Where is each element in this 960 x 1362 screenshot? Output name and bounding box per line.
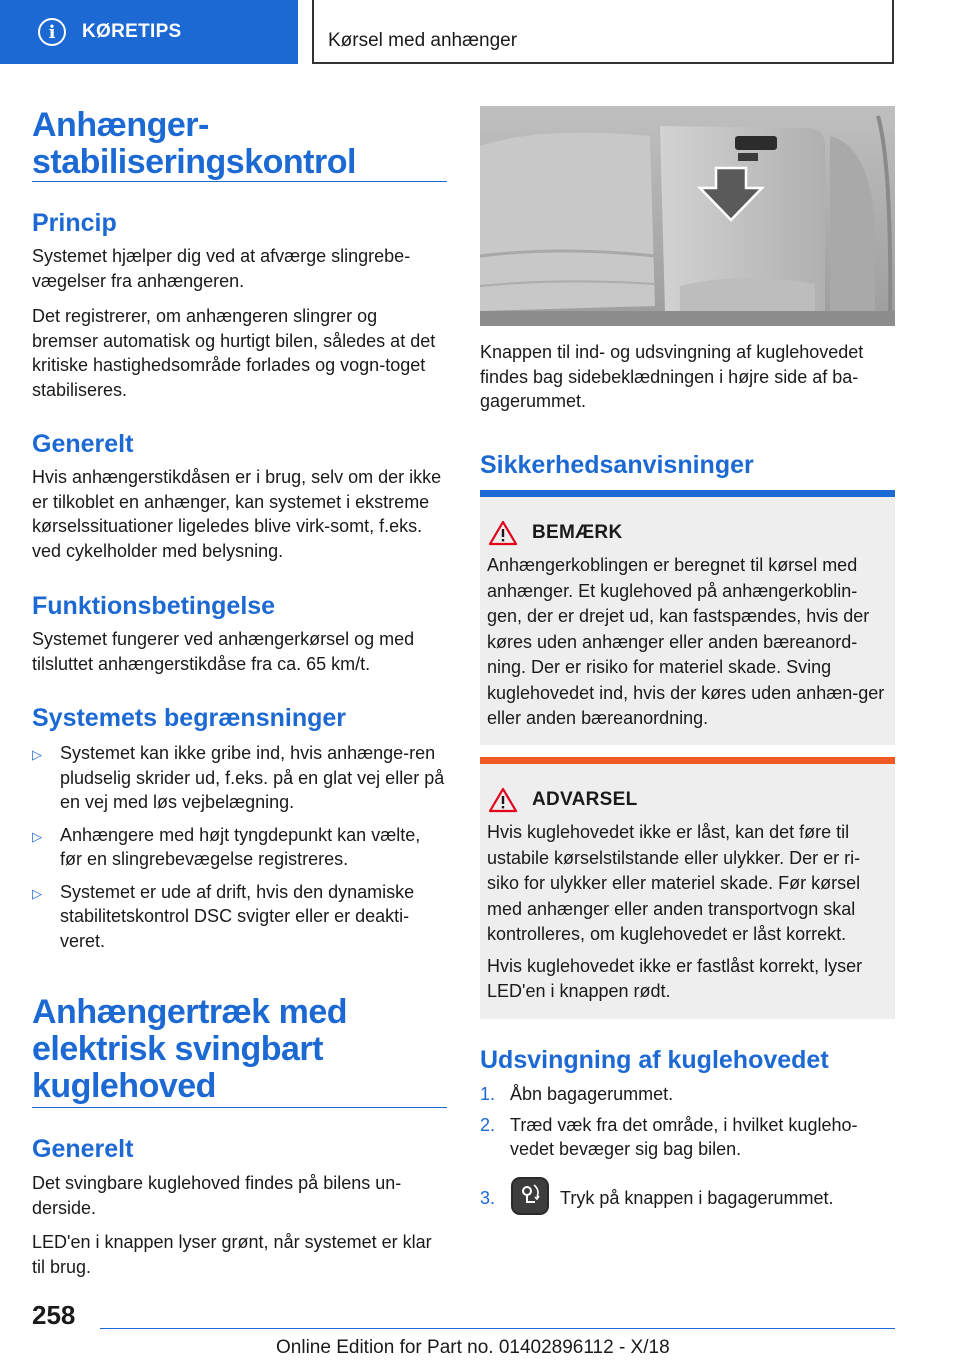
heading-towbar: Anhængertræk med elektrisk svingbart kuglehoved [32,993,348,1105]
list-item: ▷ Systemet kan ikke gribe ind, hvis anhænge-ren pludselig skrider ud, f.eks. på en glat vej eller på en vej med løs vejbelægning. [32,741,447,815]
warning-text-2: Hvis kuglehovedet ikke er fastlåst korrekt, lyser LED'en i knappen rødt. [487,955,863,1001]
heading-safety: Sikkerhedsanvisninger [480,451,754,479]
list-item: 3. Tryk på knappen i bagagerummet. [480,1176,895,1216]
footer-edition: Online Edition for Part no. 01402896112 - X/18 [276,1337,670,1358]
principle-text-2: Det registrerer, om anhængeren slingrer og bremser automatisk og hurtigt bilen, således at det kritiske hastighedsområde forlades og vogn-toget stabiliseres. [32,306,436,400]
warning-text-1: Hvis kuglehovedet ikke er låst, kan det føre til ustabile kørselstilstande eller ulykker. Der er ri-siko for ulykker eller materiel skade. Før kørsel med anhænger eller anden transportvogn skal kontrolleres, om kuglehovedet er låst korrekt. [487,822,861,944]
trunk-photo-illustration [480,106,895,326]
bullet-triangle-icon: ▷ [32,747,42,762]
list-item: ▷ Anhængere med højt tyngdepunkt kan vælte, før en slingrebevægelse registreres. [32,823,447,872]
condition-text: Systemet fungerer ved anhængerkørsel og med tilsluttet anhængerstikdåse fra ca. 65 km/t. [32,629,415,674]
heading-swing-out: Udsvingning af kuglehovedet [480,1046,829,1074]
page-number: 258 [32,1300,76,1330]
note-box [480,490,895,745]
section-tab[interactable] [0,0,298,64]
warning-header [488,786,895,814]
heading-general-2: Generelt [32,1135,134,1163]
footer-rule [100,1328,895,1329]
note-accent-bar [480,490,895,497]
heading-function-condition: Funktionsbetingelse [32,592,276,620]
heading-rule [32,1107,447,1108]
info-icon: i [38,18,66,46]
list-item: 1. Åbn bagagerummet. [480,1084,674,1104]
warning-triangle-icon [488,520,518,546]
list-item: 2. Træd væk fra det område, i hvilket kugleho-vedet bevæger sig bag bilen. [480,1114,858,1159]
bullet-triangle-icon: ▷ [32,828,42,844]
page-header [312,0,894,64]
photo-caption: Knappen til ind- og udsvingning af kuglehovedet findes bag sidebeklædningen i højre side af ba-gagerummet. [480,342,864,411]
limits-list [32,741,447,953]
principle-text-1: Systemet hjælper dig ved at afværge slingrebe-vægelser fra anhængeren. [32,246,411,291]
heading-trailer-stability: Anhænger- stabiliseringskontrol [32,106,356,181]
note-title: BEMÆRK [532,522,623,543]
towbar-button-icon [510,1176,550,1216]
note-header [488,519,895,547]
heading-principle: Princip [32,209,117,237]
general2-text-1: Det svingbare kuglehoved findes på bilens un-derside. [32,1173,402,1218]
swing-out-steps [480,1082,895,1216]
warning-accent-bar [480,757,895,764]
warning-triangle-icon [488,787,518,813]
heading-system-limits: Systemets begrænsninger [32,704,346,732]
warning-title: ADVARSEL [532,789,638,810]
note-text: Anhængerkoblingen er beregnet til kørsel med anhænger. Et kuglehoved på anhængerkoblin-gen, der er drejet ud, kan fastspændes, hvis der køres uden anhænger eller anden bæreanord-ning. Der er risiko for materiel skade. Sving kuglehovedet ind, hvis der køres uden anhæn-ger eller anden bæreanordning. [487,555,885,728]
list-item: ▷ Systemet er ude af drift, hvis den dynamiske stabilitetskontrol DSC svigter eller er deakti-veret. [32,880,447,954]
heading-rule [32,181,447,182]
page-title: Kørsel med anhænger [328,30,518,51]
warning-box [480,757,895,1019]
section-label: KØRETIPS [82,21,182,42]
general-text: Hvis anhængerstikdåsen er i brug, selv om der ikke er tilkoblet en anhænger, kan systemet i ekstreme kørselssituationer ligeledes blive virk-somt, f.eks. ved cykelholder med belysning. [32,467,442,561]
heading-general: Generelt [32,430,134,458]
general2-text-2: LED'en i knappen lyser grønt, når systemet er klar til brug. [32,1232,432,1277]
trunk-side-panel-photo [480,106,895,326]
bullet-triangle-icon: ▷ [32,885,42,901]
